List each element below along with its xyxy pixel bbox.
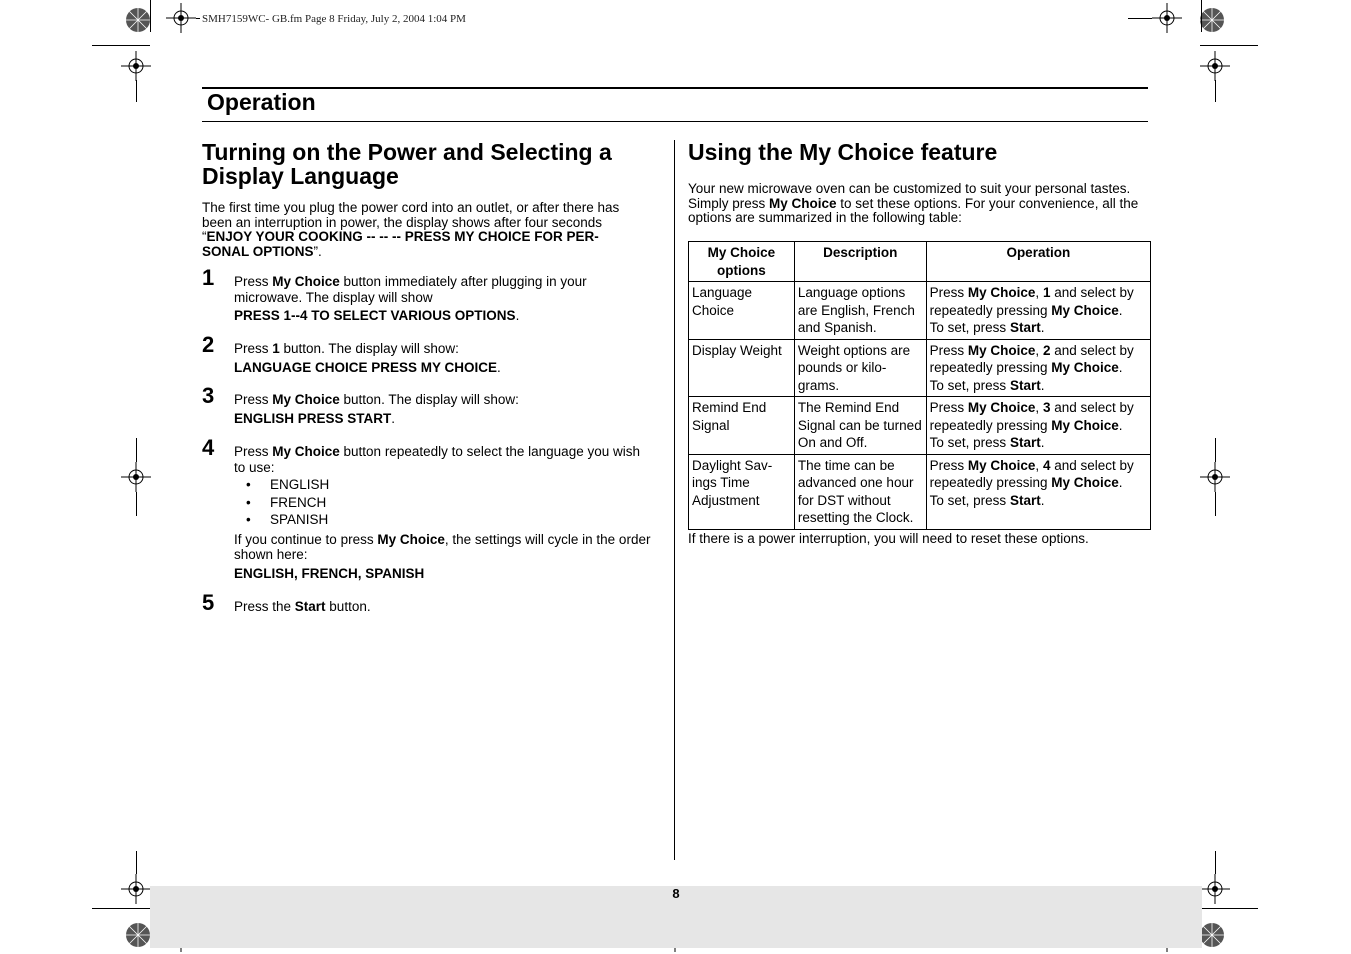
page-number: 8 — [672, 886, 680, 901]
section-title: Operation — [207, 89, 316, 115]
table-header: My Choice options — [689, 242, 795, 282]
table-row: Language Choice Language options are English, French and Spanish. Press My Choice, 1 and select by repeatedly pressing My Choice. To set, press Start. — [689, 282, 1151, 340]
crosshair-mark-icon — [1200, 874, 1230, 904]
registration-mark-icon — [124, 921, 152, 949]
step-3: Press My Choice button. The display will show: ENGLISH PRESS START. — [234, 392, 519, 426]
crop-line — [1200, 908, 1258, 909]
crop-line — [136, 851, 137, 874]
left-intro: The first time you plug the power cord into an outlet, or after there has been an interruption in power, the display shows after four seconds “ENJOY YOUR COOKING -- -- -- PRESS MY CHOICE FOR PER-SONAL OPTIONS”. — [202, 200, 620, 259]
crosshair-mark-icon — [166, 3, 196, 33]
crop-line — [1215, 851, 1216, 874]
crosshair-mark-icon — [121, 462, 151, 492]
page-footer — [150, 886, 1202, 948]
crop-line — [1128, 18, 1152, 19]
options-table — [688, 241, 1151, 530]
right-title: Using the My Choice feature — [688, 139, 998, 165]
list-item: • ENGLISH — [246, 477, 330, 492]
step-5: Press the Start button. — [234, 599, 371, 614]
crosshair-mark-icon — [121, 874, 151, 904]
column-divider — [674, 140, 675, 860]
step-number: 2 — [202, 332, 215, 357]
right-intro: Your new microwave oven can be customized to suit your personal tastes. Simply press My Choice to set these options. For your convenience, all the options are summarized in the following table: — [688, 181, 1139, 225]
file-slug: SMH7159WC- GB.fm Page 8 Friday, July 2, 2004 1:04 PM — [202, 13, 466, 25]
crop-line — [1215, 438, 1216, 462]
left-title: Turning on the Power and Selecting a Display Language — [202, 139, 612, 189]
crop-line — [1215, 492, 1216, 516]
header-rule — [202, 121, 1148, 122]
crosshair-mark-icon — [121, 51, 151, 81]
crop-line — [136, 492, 137, 516]
table-header: Description — [794, 242, 926, 282]
step-1: Press My Choice button immediately after plugging in your microwave. The display will show PRESS 1--4 TO SELECT VARIOUS OPTIONS. — [234, 274, 587, 323]
crosshair-mark-icon — [1200, 51, 1230, 81]
step-number: 4 — [202, 435, 215, 460]
crop-line — [136, 438, 137, 462]
crosshair-mark-icon — [1152, 3, 1182, 33]
crop-line — [1200, 45, 1258, 46]
step-number: 1 — [202, 265, 215, 290]
list-item: • SPANISH — [246, 512, 329, 527]
reset-note: If there is a power interruption, you will need to reset these options. — [688, 531, 1089, 546]
step-number: 3 — [202, 383, 215, 408]
crop-line — [92, 45, 150, 46]
crop-line — [136, 80, 137, 102]
registration-mark-icon — [124, 6, 152, 34]
header-rule — [202, 87, 1148, 89]
table-header: Operation — [926, 242, 1150, 282]
crosshair-mark-icon — [1200, 462, 1230, 492]
list-item: • FRENCH — [246, 494, 327, 510]
step-4: Press My Choice button repeatedly to select the language you wish to use: • ENGLISH • FRENCH • SPANISH If you continue to press My Choice, the settings will cycle in the order shown here: ENGLISH, FRENCH, SPANISH — [234, 444, 654, 581]
registration-mark-icon — [1198, 921, 1226, 949]
crop-line — [92, 908, 150, 909]
table-row: Remind End Signal The Remind End Signal can be turned On and Off. Press My Choice, 3 and select by repeatedly pressing My Choice. To set, press Start. — [689, 397, 1151, 455]
crop-line — [1215, 80, 1216, 102]
step-2: Press 1 button. The display will show: LANGUAGE CHOICE PRESS MY CHOICE. — [234, 341, 501, 375]
crop-line — [196, 18, 200, 19]
table-row: Daylight Sav-ings Time Adjustment The time can be advanced one hour for DST without resetting the Clock. Press My Choice, 4 and select by repeatedly pressing My Choice. To set, press Start. — [689, 454, 1151, 529]
crop-line — [1201, 0, 1202, 32]
table-row: Display Weight Weight options are pounds or kilo-grams. Press My Choice, 2 and select by repeatedly pressing My Choice. To set, press Start. — [689, 339, 1151, 397]
step-number: 5 — [202, 590, 215, 615]
registration-mark-icon — [1198, 6, 1226, 34]
crop-line — [150, 0, 151, 32]
